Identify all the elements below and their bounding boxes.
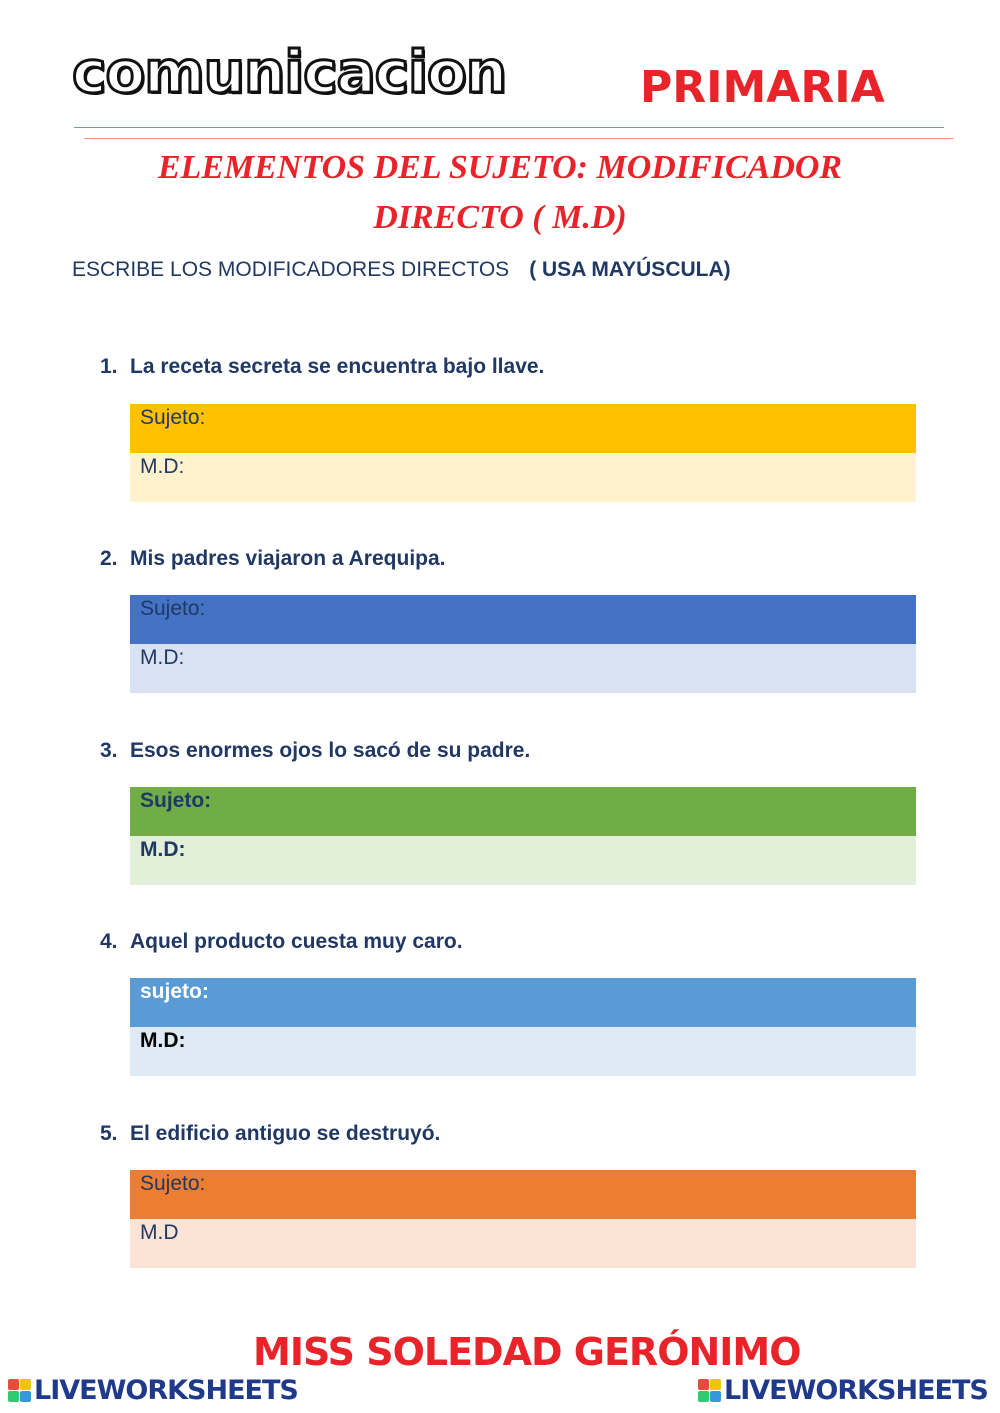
sentence-text: El edificio antiguo se destruyó. (130, 1122, 441, 1145)
md-field-label: M.D: (140, 455, 185, 478)
md-answer-field[interactable] (130, 836, 916, 885)
subject-field-label: Sujeto: (140, 1172, 206, 1195)
exercise-number: 3. (100, 739, 118, 762)
sentence-text: Aquel producto cuesta muy caro. (130, 930, 463, 953)
subject-answer-field[interactable] (130, 787, 916, 836)
answer-box (130, 404, 916, 502)
liveworksheets-icon (698, 1379, 721, 1402)
md-field-label: M.D: (140, 838, 186, 861)
md-answer-field[interactable] (130, 644, 916, 693)
answer-box (130, 787, 916, 885)
exercise-sentence (100, 547, 446, 571)
answer-box (130, 595, 916, 693)
level-label: PRIMARIA (640, 62, 885, 113)
instruction (72, 258, 731, 282)
liveworksheets-icon (8, 1379, 31, 1402)
sentence-text: La receta secreta se encuentra bajo llave. (130, 355, 545, 378)
worksheet-title (100, 143, 900, 243)
exercise-number: 2. (100, 547, 118, 570)
md-field-label: M.D: (140, 646, 185, 669)
md-answer-field[interactable] (130, 453, 916, 502)
liveworksheets-brand: LIVEWORKSHEETS (34, 1375, 298, 1406)
subject-title: comunicacion (72, 38, 507, 106)
md-answer-field[interactable] (130, 1219, 916, 1268)
liveworksheets-logo-left[interactable] (8, 1375, 298, 1406)
subject-field-label: Sujeto: (140, 789, 212, 812)
subject-field-label: Sujeto: (140, 406, 206, 429)
subject-answer-field[interactable] (130, 404, 916, 453)
subject-field-label: Sujeto: (140, 597, 206, 620)
title-line-2: DIRECTO ( M.D) (373, 199, 627, 236)
exercise-number: 1. (100, 355, 118, 378)
author-name: MISS SOLEDAD GERÓNIMO (253, 1330, 801, 1374)
md-answer-field[interactable] (130, 1027, 916, 1076)
exercise-sentence (100, 739, 530, 763)
header-divider-blue (74, 127, 944, 128)
exercise-sentence (100, 1122, 440, 1146)
instruction-text: ESCRIBE LOS MODIFICADORES DIRECTOS (72, 258, 510, 281)
subject-answer-field[interactable] (130, 1170, 916, 1219)
subject-answer-field[interactable] (130, 978, 916, 1027)
subject-answer-field[interactable] (130, 595, 916, 644)
subject-field-label: sujeto: (140, 980, 209, 1003)
exercise-number: 5. (100, 1122, 118, 1145)
answer-box (130, 1170, 916, 1268)
liveworksheets-logo-right[interactable] (698, 1375, 988, 1406)
header-divider-orange (84, 138, 954, 139)
liveworksheets-brand: LIVEWORKSHEETS (724, 1375, 988, 1406)
md-field-label: M.D: (140, 1029, 186, 1052)
exercise-sentence (100, 355, 544, 379)
instruction-emphasis: ( USA MAYÚSCULA) (529, 258, 731, 281)
answer-box (130, 978, 916, 1076)
sentence-text: Mis padres viajaron a Arequipa. (130, 547, 446, 570)
md-field-label: M.D (140, 1221, 179, 1244)
title-line-1: ELEMENTOS DEL SUJETO: MODIFICADOR (157, 149, 843, 186)
exercise-sentence (100, 930, 463, 954)
sentence-text: Esos enormes ojos lo sacó de su padre. (130, 739, 531, 762)
exercise-number: 4. (100, 930, 118, 953)
